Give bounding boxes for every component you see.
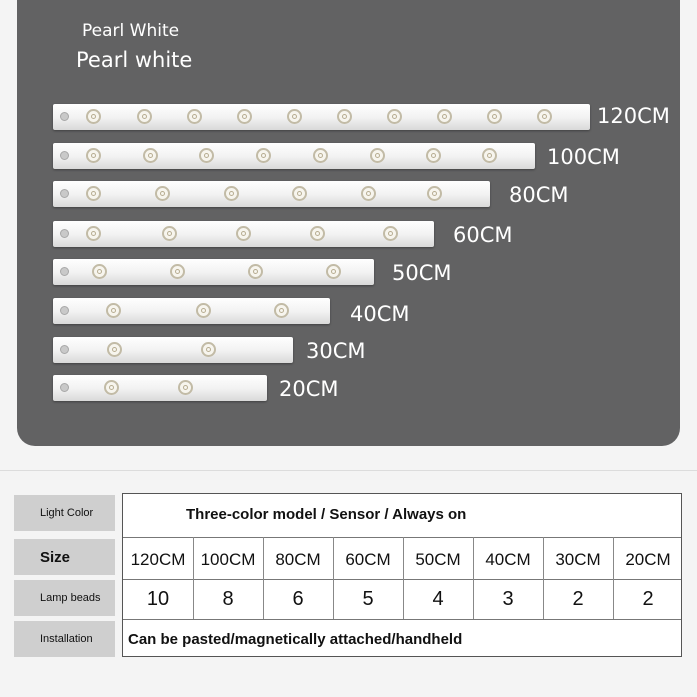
table-column-divider <box>403 537 404 619</box>
led-bead-icon <box>199 148 214 163</box>
bead-count-cell: 5 <box>362 588 374 610</box>
end-cap <box>60 229 69 238</box>
led-bead-icon <box>236 226 251 241</box>
led-bead-icon <box>287 109 302 124</box>
led-bead-icon <box>106 303 121 318</box>
led-bead-icon <box>313 148 328 163</box>
light-bar <box>53 259 374 285</box>
bar-length-label: 30CM <box>306 339 366 363</box>
led-bead-icon <box>370 148 385 163</box>
led-bead-icon <box>104 380 119 395</box>
size-cell: 100CM <box>200 550 256 569</box>
light-bar <box>53 337 293 363</box>
end-cap <box>60 189 69 198</box>
led-bead-icon <box>201 342 216 357</box>
led-bead-icon <box>387 109 402 124</box>
size-cell: 60CM <box>345 550 391 569</box>
led-bead-icon <box>162 226 177 241</box>
end-cap <box>60 112 69 121</box>
bar-length-label: 80CM <box>509 183 569 207</box>
table-column-divider <box>543 537 544 619</box>
light-bar <box>53 143 535 169</box>
size-cell: 20CM <box>625 550 671 569</box>
led-bead-icon <box>187 109 202 124</box>
size-cell: 80CM <box>275 550 321 569</box>
led-bead-icon <box>426 148 441 163</box>
divider <box>0 470 697 471</box>
installation-value: Can be pasted/magnetically attached/handheld <box>128 631 463 648</box>
light-bar <box>53 104 590 130</box>
bar-length-label: 120CM <box>597 104 670 128</box>
table-divider <box>123 537 681 538</box>
bead-count-cell: 3 <box>502 588 514 610</box>
table-column-divider <box>333 537 334 619</box>
led-bead-icon <box>383 226 398 241</box>
bar-length-label: 20CM <box>279 377 339 401</box>
led-bead-icon <box>178 380 193 395</box>
light-bar <box>53 298 330 324</box>
row-label-size: Size <box>14 539 115 575</box>
bead-count-cell: 10 <box>146 588 170 610</box>
bead-count-cell: 4 <box>432 588 444 610</box>
size-cell: 50CM <box>415 550 461 569</box>
led-bead-icon <box>155 186 170 201</box>
bar-length-label: 60CM <box>453 223 513 247</box>
end-cap <box>60 306 69 315</box>
led-bead-icon <box>326 264 341 279</box>
bar-length-label: 100CM <box>547 145 620 169</box>
row-label-lamp-beads: Lamp beads <box>14 580 115 616</box>
led-bead-icon <box>427 186 442 201</box>
row-label-installation: Installation <box>14 621 115 657</box>
color-title: Pearl White <box>82 21 180 41</box>
end-cap <box>60 345 69 354</box>
table-divider <box>123 579 681 580</box>
light-color-value: Three-color model / Sensor / Always on <box>186 506 467 523</box>
led-bead-icon <box>274 303 289 318</box>
led-bead-icon <box>86 109 101 124</box>
light-bar <box>53 221 434 247</box>
bead-count-cell: 2 <box>642 588 654 610</box>
led-bead-icon <box>248 264 263 279</box>
led-bead-icon <box>361 186 376 201</box>
led-bead-icon <box>437 109 452 124</box>
led-bead-icon <box>487 109 502 124</box>
table-column-divider <box>473 537 474 619</box>
end-cap <box>60 151 69 160</box>
table-column-divider <box>193 537 194 619</box>
row-label-light-color: Light Color <box>14 495 115 531</box>
table-divider <box>123 619 681 620</box>
bead-count-cell: 2 <box>572 588 584 610</box>
led-bead-icon <box>256 148 271 163</box>
led-bead-icon <box>137 109 152 124</box>
size-cell: 30CM <box>555 550 601 569</box>
spec-table <box>122 493 682 657</box>
bead-count-cell: 6 <box>292 588 304 610</box>
bead-count-cell: 8 <box>222 588 234 610</box>
table-column-divider <box>263 537 264 619</box>
led-bead-icon <box>337 109 352 124</box>
led-bead-icon <box>237 109 252 124</box>
led-bead-icon <box>482 148 497 163</box>
led-bead-icon <box>196 303 211 318</box>
end-cap <box>60 383 69 392</box>
light-bar <box>53 375 267 401</box>
end-cap <box>60 267 69 276</box>
bar-length-label: 40CM <box>350 302 410 326</box>
bar-length-label: 50CM <box>392 261 452 285</box>
led-bead-icon <box>170 264 185 279</box>
led-bead-icon <box>92 264 107 279</box>
led-bead-icon <box>537 109 552 124</box>
color-subtitle: Pearl white <box>76 48 193 72</box>
led-bead-icon <box>86 226 101 241</box>
led-bead-icon <box>86 186 101 201</box>
led-bead-icon <box>224 186 239 201</box>
size-cell: 120CM <box>130 550 186 569</box>
table-column-divider <box>613 537 614 619</box>
led-bead-icon <box>86 148 101 163</box>
size-cell: 40CM <box>485 550 531 569</box>
light-bar <box>53 181 490 207</box>
led-bead-icon <box>310 226 325 241</box>
led-bead-icon <box>143 148 158 163</box>
led-bead-icon <box>107 342 122 357</box>
led-bead-icon <box>292 186 307 201</box>
